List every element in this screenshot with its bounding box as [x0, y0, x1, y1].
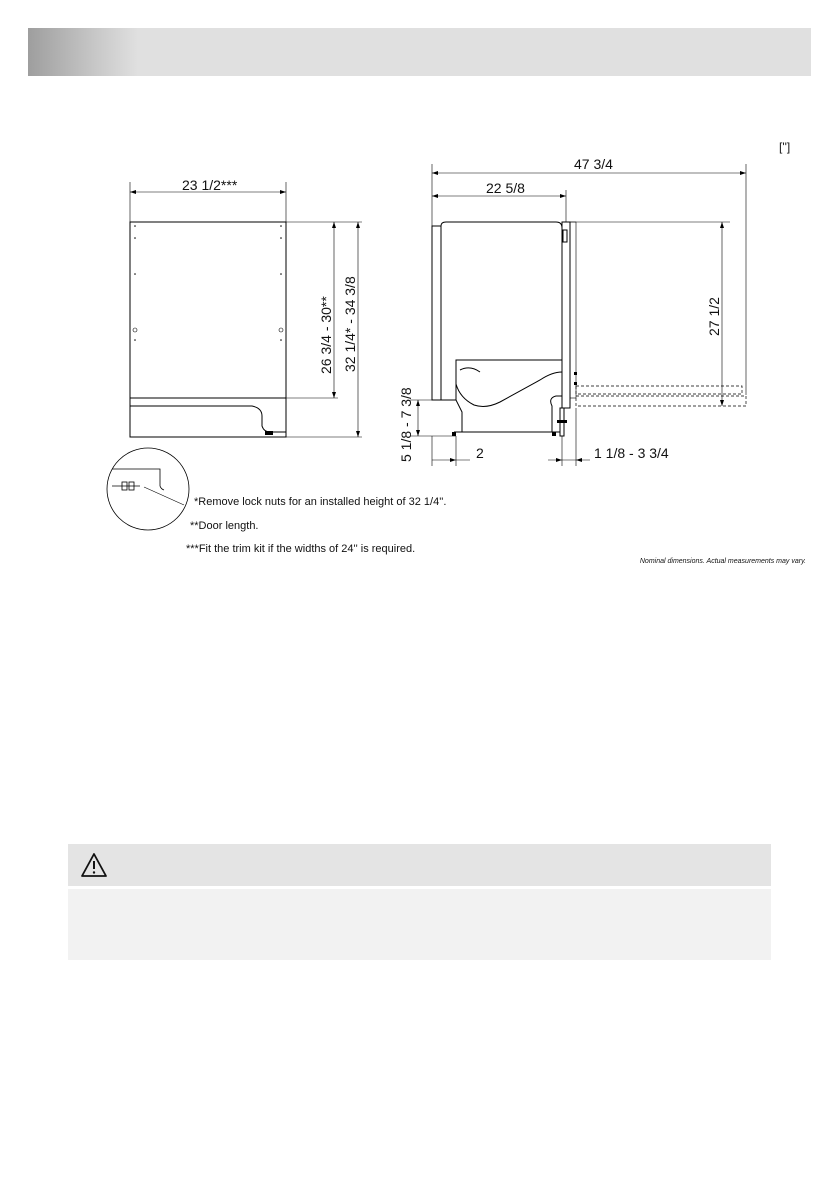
units-label: [''] [779, 140, 791, 154]
total-height-dimension: 32 1/4* - 34 3/8 [342, 276, 358, 372]
foot-setback-dimension: 2 [476, 445, 484, 461]
warning-box-body [68, 889, 771, 960]
note-door-length: **Door length. [190, 520, 259, 532]
warning-box-header [68, 844, 771, 886]
plinth-height-dimension: 5 1/8 - 7 3/8 [398, 387, 414, 462]
door-open-height-dimension: 27 1/2 [706, 297, 722, 336]
note-lock-nuts: *Remove lock nuts for an installed height of 32 1/4''. [194, 496, 447, 508]
warning-triangle-icon [80, 852, 108, 878]
side-view [410, 164, 746, 466]
front-width-dimension: 23 1/2*** [182, 177, 238, 193]
total-depth-dimension: 47 3/4 [574, 156, 613, 172]
lock-nut-detail [107, 448, 189, 530]
nominal-dimensions-note: Nominal dimensions. Actual measurements may vary. [639, 558, 806, 565]
note-trim-kit: ***Fit the trim kit if the widths of 24'' is required. [186, 543, 416, 555]
door-height-dimension: 26 3/4 - 30** [318, 296, 334, 374]
door-offset-dimension: 1 1/8 - 3 3/4 [594, 445, 669, 461]
cabinet-depth-dimension: 22 5/8 [486, 180, 525, 196]
